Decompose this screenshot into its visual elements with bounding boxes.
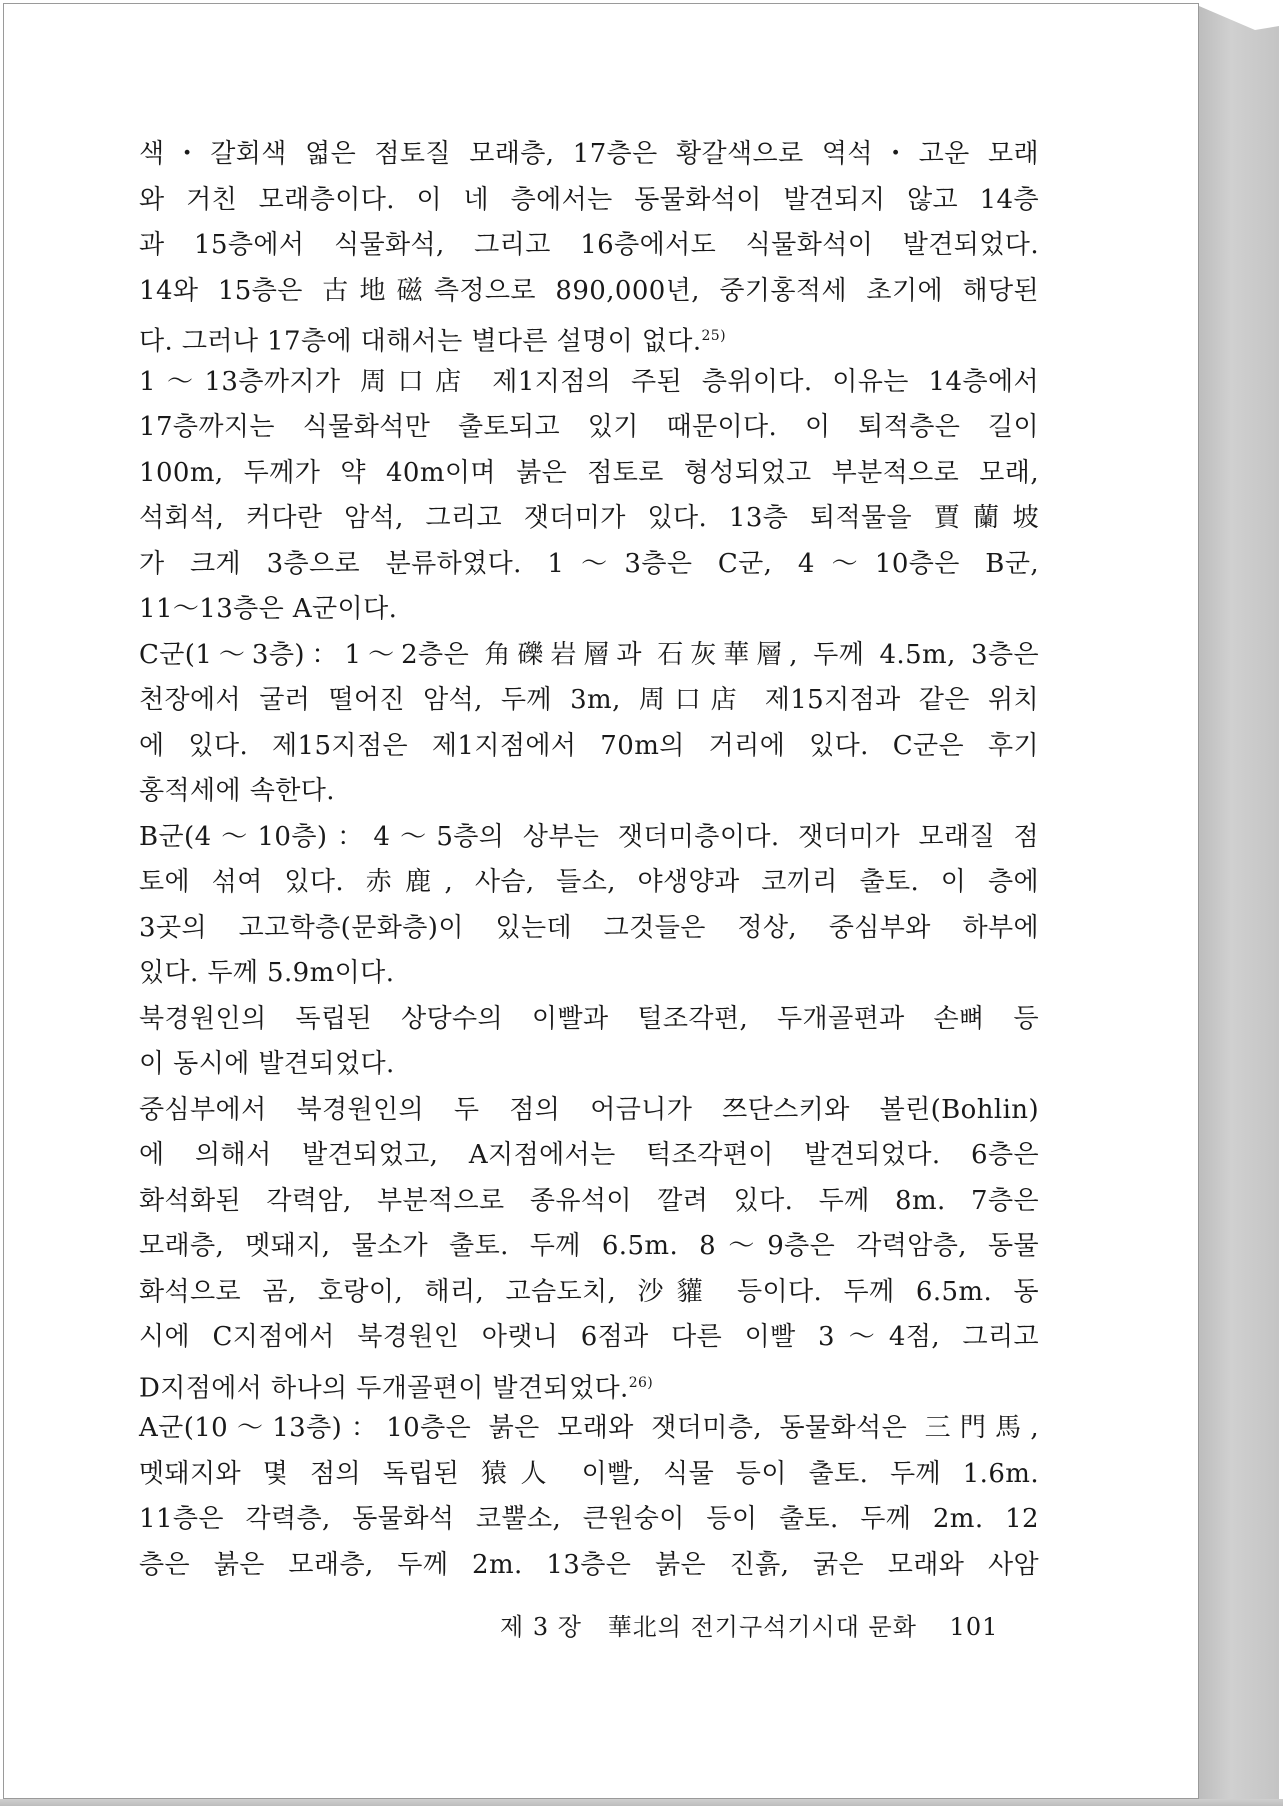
text-line (139, 1179, 1039, 1225)
line-text: B군(4～10층)：4～5층의 상부는 잿더미층이다. 잿더미가 모래질 점 (139, 821, 1039, 852)
line-text: 화석으로 곰, 호랑이, 해리, 고슴도치, 沙貛 등이다. 두께 6.5m. 동 (139, 1276, 1039, 1307)
page-bottom-edge (0, 1799, 1283, 1806)
line-text: C군(1～3층)：1～2층은 角礫岩層과 石灰華層, 두께 4.5m, 3층은 (139, 639, 1039, 670)
line-text: 에 있다. 제15지점은 제1지점에서 70m의 거리에 있다. C군은 후기 (139, 730, 1039, 761)
body-text (139, 132, 1039, 1588)
text-line (139, 633, 1039, 679)
line-text: 화석화된 각력암, 부분적으로 종유석이 깔려 있다. 두께 8m. 7층은 (139, 1185, 1039, 1216)
line-text: 와 거친 모래층이다. 이 네 층에서는 동물화석이 발견되지 않고 14층 (139, 184, 1039, 215)
text-line (139, 360, 1039, 406)
line-text: 이 동시에 발견되었다. (139, 1049, 395, 1079)
line-text: 14와 15층은 古地磁측정으로 890,000년, 중기홍적세 초기에 해당된 (139, 275, 1039, 306)
line-text: 에 의해서 발견되었고, A지점에서는 턱조각편이 발견되었다. 6층은 (139, 1140, 1039, 1170)
text-line (139, 1452, 1039, 1498)
text-line (139, 997, 1039, 1043)
line-text: 3곳의 고고학층(문화층)이 있는데 그것들은 정상, 중심부와 하부에 (139, 912, 1039, 943)
chapter-title: 華北의 전기구석기시대 문화 (607, 1613, 917, 1641)
text-line (139, 451, 1039, 497)
text-line (139, 269, 1039, 315)
text-line (139, 1497, 1039, 1543)
line-text: 멧돼지와 몇 점의 독립된 猿人 이빨, 식물 등이 출토. 두께 1.6m. (139, 1458, 1039, 1489)
text-line (139, 178, 1039, 224)
text-line (139, 132, 1039, 178)
text-line (139, 542, 1039, 588)
text-line (139, 678, 1039, 724)
text-line (139, 496, 1039, 542)
line-text: 다. 그러나 17층에 대해서는 별다른 설명이 없다. (139, 326, 702, 357)
line-text: 시에 C지점에서 북경원인 아랫니 6점과 다른 이빨 3～4점, 그리고 (139, 1322, 1039, 1352)
text-line (139, 1133, 1039, 1179)
line-text: A군(10～13층)：10층은 붉은 모래와 잿더미층, 동물화석은 三門馬, (139, 1413, 1039, 1443)
line-text: 북경원인의 독립된 상당수의 이빨과 털조각편, 두개골편과 손뼈 등 (139, 1003, 1039, 1034)
text-line (139, 223, 1039, 269)
text-line (139, 815, 1039, 861)
text-line (139, 724, 1039, 770)
text-line (139, 1543, 1039, 1589)
text-line (139, 405, 1039, 451)
line-text: 과 15층에서 식물화석, 그리고 16층에서도 식물화석이 발견되었다. (139, 230, 1039, 260)
text-line (139, 951, 1039, 997)
line-text: 11층은 각력층, 동물화석 코뿔소, 큰원숭이 등이 출토. 두께 2m. 12 (139, 1504, 1039, 1534)
line-text: 층은 붉은 모래층, 두께 2m. 13층은 붉은 진흙, 굵은 모래와 사암 (139, 1549, 1039, 1580)
line-text: 있다. 두께 5.9m이다. (139, 958, 395, 988)
footnote-ref: 25) (701, 328, 726, 344)
line-text: 천장에서 굴러 떨어진 암석, 두께 3m, 周口店 제15지점과 같은 위치 (139, 685, 1039, 715)
footnote-ref: 26) (628, 1374, 654, 1391)
text-line (139, 1088, 1039, 1134)
text-line (139, 314, 1039, 360)
line-text: 100m, 두께가 약 40m이며 붉은 점토로 형성되었고 부분적으로 모래, (139, 457, 1039, 488)
text-line (139, 860, 1039, 906)
text-line (139, 1361, 1039, 1407)
line-text: 17층까지는 식물화석만 출토되고 있기 때문이다. 이 퇴적층은 길이 (139, 412, 1039, 442)
line-text: 석회석, 커다란 암석, 그리고 잿더미가 있다. 13층 퇴적물을 賈蘭坡 (139, 503, 1039, 533)
line-text: 가 크게 3층으로 분류하였다. 1～3층은 C군, 4～10층은 B군, (139, 548, 1039, 579)
text-line (139, 1042, 1039, 1088)
running-footer (500, 1607, 998, 1642)
line-text: 11～13층은 A군이다. (139, 594, 398, 624)
chapter-label: 제 3 장 (500, 1613, 582, 1641)
text-line (139, 1270, 1039, 1316)
line-text: 1～13층까지가 周口店 제1지점의 주된 층위이다. 이유는 14층에서 (139, 366, 1039, 397)
text-line (139, 587, 1039, 633)
line-text: 색・갈회색 엷은 점토질 모래층, 17층은 황갈색으로 역석・고운 모래 (139, 139, 1039, 169)
text-line (139, 906, 1039, 952)
line-text: 모래층, 멧돼지, 물소가 출토. 두께 6.5m. 8～9층은 각력암층, 동물 (139, 1231, 1039, 1261)
text-line (139, 1224, 1039, 1270)
page-number: 101 (949, 1613, 999, 1641)
text-line (139, 1406, 1039, 1452)
page-stack-edge (1199, 6, 1279, 1804)
line-text: D지점에서 하나의 두개골편이 발견되었다. (139, 1373, 629, 1404)
text-line (139, 1315, 1039, 1361)
line-text: 홍적세에 속한다. (139, 776, 335, 806)
line-text: 토에 섞여 있다. 赤鹿, 사슴, 들소, 야생양과 코끼리 출토. 이 층에 (139, 867, 1039, 897)
line-text: 중심부에서 북경원인의 두 점의 어금니가 쯔단스키와 볼린(Bohlin) (139, 1094, 1039, 1125)
text-line (139, 769, 1039, 815)
